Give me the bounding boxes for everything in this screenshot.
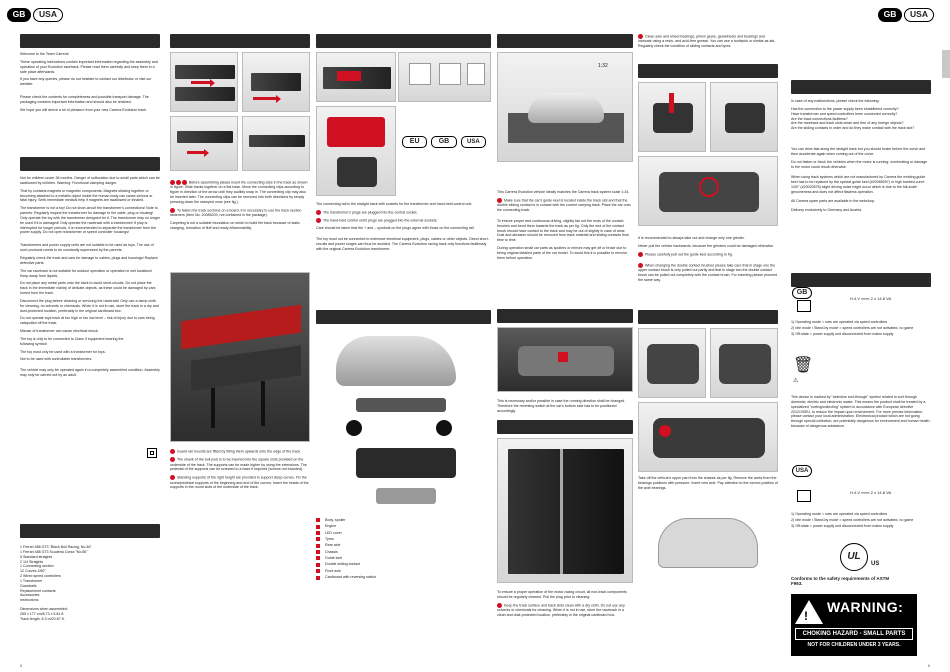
warning-text: That by contains magnets or magnetic components. Magnets sticking together or becoming attached to a metallic object inside the human body can cause serious or fatal injury. Seek immediate medical help if magnets are swallowed or inhaled.	[20, 188, 153, 203]
intro-line: If you have any queries, please do not hesitate to contact our distributor or visit our website:	[20, 77, 152, 87]
weee-text: This device is marked by "selective sort-through" symbol related to sort through domestic, electric and electronic waste. This means the product shall be treated by a specialized "sorting/collecting" system in accordance with European directive 2012/19/EU, to reduce the impact upon environment. For more precise information, please contact your local administration. Electronical product which are not going through special collection, are potentially dangerous for environment and human health, because of dangerous substance.	[791, 395, 931, 429]
page-number: 6	[927, 662, 930, 668]
modes-usa	[791, 512, 931, 542]
list-item: Accessories	[20, 593, 40, 598]
cleaning-text: To ensure a proper operation of the motor-racing circuit, all non-track components should be regularly cleaned. Pull the plug prior to cleaning.	[497, 590, 627, 599]
section-bar	[20, 157, 160, 171]
warning-title: WARNING:	[827, 599, 904, 615]
warning-text: The transformer is not a toy! Do not short-circuit the transformer's connections! Note to parents: Regularly inspect the transformer for damage to the cable, plug or housing! Only operate the toy with the transformer designed for it. The transformer may no longer be used if it is damaged! Only operate the racetrack with a transformer! If play is interrupted for longer periods, it is recommended to separate the transformer from the power supply. Do not open transformer or speed controller housings!	[20, 206, 160, 235]
support-text: The shank of the bull post is to be inserted into the square slots provided on the underside of the track. The supports can be made higher by using the extensions. The pedestal of the supports can be screwed to a base if required (screws not included).	[170, 457, 307, 472]
axle-photo-2	[710, 328, 778, 398]
bullet-text: The car racetrack is not suitable for outdoor operation or operation in wet locations! Keep away from liquids.	[20, 268, 153, 278]
ul-logo: UL	[840, 543, 868, 571]
clip-photo	[242, 52, 310, 112]
socket-photo	[398, 52, 491, 102]
car-underside-photo	[497, 327, 633, 392]
mode-text: 1) Operating mode = cars are operated via speed controllers	[791, 320, 888, 324]
legend-item: Guide keel	[325, 556, 343, 561]
bullet-text: Please carefully pull out the guide keel according to fig.	[645, 252, 733, 257]
equipment-warning: The toy must not be connected to extensive electrical equipment, plugs, cables or other objects. Direct short-circuits and power surges can thus be avoided. The Carrera Evolution racing track only functions faultlessly with the original Carrera Evolution transformer.	[316, 237, 489, 251]
bullet-text: It is recommended to always take out and change only one grinder.	[638, 236, 745, 240]
axle-text	[638, 476, 778, 506]
exploded-car-diagram	[316, 328, 491, 513]
safety-section	[20, 176, 160, 516]
supports-text	[170, 449, 310, 569]
guide-keel-text: Make sure that the car's guide keel is located inside the track slot and that the double sliding contact is in contact with the current carrying track. Place the car onto the connecting track.	[497, 198, 631, 212]
eu-label: EU	[402, 136, 427, 148]
warning-text: Transformers and power supply units are not suitable to be used as toys. The use of such products needs to be constantly supervised by the parents.	[20, 243, 154, 253]
list-item: 1 Transformer	[20, 578, 43, 583]
usa-badge-right: USA	[904, 8, 934, 22]
reversing-switch-text: This is necessary and/or possible in case the running direction shall be changed. Therefore the reversing switch at the car's bottom side has to be positioned accordingly.	[497, 399, 626, 413]
check-text: Please check the contents for completeness and possible transport damage. The packaging contains important information and should also be retained.	[20, 95, 149, 104]
list-item: Guardrails	[20, 583, 37, 588]
list-item: 1 Ferrari 488 GT3 Scuderia Corsa "No.66"	[20, 549, 88, 554]
section-bar	[497, 420, 633, 434]
scale-text: This Carrera Evolution vehicle ideally matches the Carrera track system scale 1:24.	[497, 190, 630, 194]
transformer-plug-text: The transformer's plugs are plugged into the central socket.	[322, 210, 418, 215]
section-bar	[170, 34, 310, 48]
check-item: Has the connection to the power supply been established correctly?	[791, 106, 899, 111]
car-placement-text	[497, 190, 633, 300]
intro-section	[20, 52, 160, 152]
delivery-text: Delivery exclusively to Germany and Austria.	[791, 207, 863, 212]
guardrail-text: Guard rail mounts are fitted by tilting them upwards onto the edge of the track.	[177, 449, 302, 454]
legend-item: Front axle	[325, 568, 341, 573]
mode-text: 3) Off-state = power supply unit disconnected from mains supply	[791, 331, 894, 336]
section-bar	[316, 310, 491, 324]
bullet-text: Do not operate toys track at too high or too low level – risk of injury due to cars being catapulted off the track.	[20, 316, 155, 326]
vehicle-text: The vehicle may only be operated again in a completely assembled condition. Assembly may only be carried out by an adult.	[20, 368, 160, 378]
spare-parts-text: All Carrera spare parts are available in the webshop:	[791, 198, 875, 203]
class-ii-symbol	[797, 300, 811, 312]
region-labels	[402, 136, 486, 148]
power-rating: H.4.V ═══ 2 x 14.8 VA	[850, 490, 892, 495]
intro-line: These operating instructions contain important information regarding the assembly and operation of your Evolution racetrack. Please read them carefully and keep them in a safe place afterwards.	[20, 59, 158, 74]
gb-label: GB	[792, 287, 812, 299]
legend-item: Double sliding contact	[325, 562, 361, 567]
section-bar	[638, 310, 778, 324]
choking-hazard-text: CHOKING HAZARD - SMALL PARTS	[795, 628, 913, 640]
brush-text: To ensure proper and continuous driving, slightly fan out the ends of the contact brushes and bend them towards the track as per fig. Only the end of the contact brush should have contact to the track and may be out of slightly in case of wear. Dust and abrasion should be removed from track material and sliding contacts from time to time.	[497, 218, 630, 243]
contact-brush-photo	[638, 156, 778, 226]
lubrication-text: Clean axle and wheel bearings, pinion gears, gearwheels and bearings and lubricate using a resin- and acid-free grease. You can use a toothpick or similar as aid. Regularly check the condition of sliding contacts and tyres.	[638, 34, 776, 49]
list-item: 12 Curves 1/60°	[20, 569, 46, 574]
assembly-instructions: Before assembling please insert the connecting clips in the track as shown in figure. Slide tracks together on a flat base. Move the connecting clips according to figure in direction of the arrow until they audibly snap in. The connecting clip may also be inserted later. The connecting clips can be removed into both directions by simply pressing down the stamped nose (see fig.).	[170, 180, 308, 204]
troubleshooting-intro: In case of any malfunctions, please check the following:	[791, 99, 880, 103]
section-bar	[20, 524, 160, 538]
bullet-text: Misuse of transformer can cause electrical shock.	[20, 329, 99, 334]
hazard-icon: ⚠	[793, 378, 799, 384]
legend-item: Rear axle	[325, 543, 341, 548]
gb-badge: GB	[7, 8, 31, 22]
check-item: Are the racetrack and track slots clean and free of any foreign objects?	[791, 121, 904, 126]
class-ii-symbol	[797, 490, 811, 502]
bullet-text: Never pull the vehicle backwards, because the grinders could be damaged otherwise.	[638, 243, 775, 248]
track-care-photo	[497, 438, 633, 583]
connecting-rail-text: The connecting rail is the straight track with sockets for the transformer and hand-held control unit.	[316, 202, 473, 206]
list-item: 2 1/4 Straights	[20, 559, 44, 564]
lid-diagram	[638, 508, 778, 580]
check-item: Have transformer and speed controllers been connected correctly?	[791, 111, 898, 116]
fastener-text: To fasten the track sections on a board, it is necessary to use the track section fasteners (Item No. 20085209, not contained in the package).	[170, 208, 302, 217]
section-bar	[497, 309, 633, 323]
ul-us-label: US	[871, 561, 880, 567]
check-item: Are the track connections faultless?	[791, 116, 848, 121]
carpet-text: Carpeting is not a suitable foundation on which to build the track because of static charging, formation of fluff and ready inflammability.	[170, 220, 300, 230]
scale-label: 1:32	[598, 63, 608, 69]
mode-text: 2) Idle mode / Stand-by mode = speed controllers are not activated, no game	[791, 325, 914, 330]
switch-text-block	[497, 399, 633, 419]
bullet-text: Regularly check the track and cars for damage to cables, plugs and housings! Replace defective parts.	[20, 255, 158, 265]
legend-item: LED cover	[325, 530, 342, 535]
polarity-text: Care should be taken that the + and – symbols on the plugs agree with those on the connecting rail.	[316, 226, 475, 231]
age-warning-text: NOT FOR CHILDREN UNDER 3 YEARS.	[807, 642, 901, 648]
astm-text: Conforms to the safety requirements of ASTM F963.	[791, 576, 890, 587]
axle-photo-1	[638, 328, 706, 398]
guardrail-photo	[170, 272, 310, 442]
bullet-text: The toy is only to be connected to Class II equipment bearing the following symbol:	[20, 336, 124, 346]
legend-item: Tyres	[325, 537, 334, 542]
axle-instructions: Take off the vehicle's upper part from the chassis as per fig. Remove the axles from the bearings positions with pressure. Insert new axle. Pay attention to the correct position of the axle bearings.	[638, 476, 778, 490]
driving-tip: Do not fasten or block the vehicles when the motor is running: overheating or damage to the motor could result otherwise.	[791, 159, 928, 169]
storage-text: Keep the track surface and track slots clean with a dry cloth. Do not use any solvents or chemicals for cleaning. When it is not in use, store the racetrack in a clean and dust-protected location, preferably in the original cardboard box.	[497, 603, 625, 617]
assembly-text	[170, 180, 310, 270]
maintenance-text	[638, 34, 778, 62]
curve-support-text: Standing supports of the right height are provided to support steep curves. Fix the screw/pedestal supports of the beginning and end of the curves. Insert the heads of the supports in the round slots of the underside of the track.	[170, 475, 309, 490]
weee-text-block	[791, 395, 931, 455]
mode-text: 1) Operating mode = cars are operated via speed controllers	[791, 512, 888, 516]
list-item: 5 Standard straights	[20, 554, 53, 559]
hope-text: We hope you will derive a lot of pleasure from your new Carrera Evolution track.	[20, 107, 147, 112]
section-bar	[497, 34, 633, 48]
list-item: Replacement contacts	[20, 588, 56, 593]
track-length: Track length: 6.3 m/20.67 ft.	[20, 616, 65, 621]
mode-text: 2) Idle mode / Stand-by mode = speed controllers are not activated, no game	[791, 517, 914, 522]
clip-insert-photo	[170, 116, 238, 171]
car-on-track-photo	[497, 52, 633, 162]
usa-label: USA	[792, 465, 812, 477]
contents-list	[20, 545, 160, 663]
intro-line: Welcome to the Team Carrera!	[20, 52, 69, 56]
bullet-text: Not to be used with controllable transformers.	[20, 357, 93, 362]
driving-tip: You can drive fast along the straight track but you should brake before the curve and then accelerate again when coming out of the curve.	[791, 147, 926, 156]
list-item: Instructions	[20, 598, 39, 603]
section-bar	[20, 34, 160, 48]
section-bar	[638, 64, 778, 78]
usa-label: USA	[461, 136, 486, 148]
choking-hazard-warning: ! WARNING: CHOKING HAZARD - SMALL PARTS NOT FOR CHILDREN UNDER 3 YEARS.	[791, 594, 917, 656]
legend-item: Chassis	[325, 549, 338, 554]
axle-photo-3	[638, 402, 778, 472]
usa-badge: USA	[33, 8, 63, 22]
dimensions-value: 265 x 177 cm/8.73 x 5.81 ft.	[20, 611, 65, 616]
page-number: 5	[20, 662, 23, 668]
parts-legend	[316, 518, 491, 588]
warning-text: Not for children under 36 months. Danger of suffocation due to small parts which can be swallowed by children. Warning. Functional clamping danger.	[20, 176, 160, 185]
list-item: 1 Connecting section	[20, 564, 54, 569]
class-ii-symbol	[147, 448, 157, 458]
transformer-photo	[316, 106, 396, 196]
weee-bin-icon: 🗑	[793, 357, 814, 374]
legend-item: Cardboard with reversing switch	[325, 575, 377, 580]
legend-item: Engine	[325, 524, 337, 529]
parts-text: During operation small car parts as spoilers or mirrors may get off or broke due to being original detailed parts of the car model. To avoid this it is possible to remove them before operation.	[497, 246, 628, 260]
connecting-rail-photo	[316, 52, 396, 102]
track-assembly-photo	[170, 52, 238, 112]
guide-keel-note: When using track systems which are not manufactured by Carrera the existing guide keel has to be replaced by the special guide keel (#20085097) or high banked curve 1/30° (#20020576) slight driving noise might occur which is due to the full-scale genuineness and does not affect flawless operation.	[791, 175, 926, 194]
modes-gb	[791, 320, 931, 350]
care-text	[497, 590, 633, 665]
check-item: Are the sliding contacts in order and do they make contact with the track slot?	[791, 126, 915, 131]
brush-change-instructions: When changing the double contact brushes please take care that in stage one the upper contact brush is only pulled out partly and that in stage two the double contact brush can be pulled out completely with the contact brush. For inserting please proceed the same way.	[638, 263, 778, 282]
bullet-text: Disconnect the plug before cleaning or servicing the racetrack! Only use a damp cloth for cleaning, no solvents or chemicals. When it is not in use, store the track in a dry and dust-protected location, preferably in the original cardboard box.	[20, 298, 159, 313]
mode-text: 3) Off-state = power supply unit disconnected from mains supply	[791, 523, 894, 528]
gb-label: GB	[431, 136, 456, 148]
bullet-text: The toy must only be used with a transformer for toys.	[20, 349, 106, 354]
clip-remove-photo	[242, 116, 310, 171]
dimensions-label: Dimensions when assembled:	[20, 607, 68, 612]
section-bar	[791, 273, 931, 287]
guide-keel-photo-2	[710, 82, 778, 152]
section-bar	[791, 80, 931, 94]
section-bar	[316, 34, 491, 48]
gb-badge-right: GB	[878, 8, 902, 22]
legend-item: Body, spoiler	[325, 518, 346, 522]
connection-text	[316, 202, 491, 322]
guide-keel-photo-1	[638, 82, 706, 152]
controller-plug-text: The hand-held control unit's plugs are plugged into the external sockets.	[322, 218, 438, 223]
edge-tab	[942, 50, 950, 78]
bullet-text: Do not place any metal parts onto the track to avoid short-circuits. Do not place the track in the immediate vicinity of delicate objects, as these could be damaged by cars hurled from the track.	[20, 281, 156, 296]
power-rating: H.4.V ═══ 2 x 14.8 VA	[850, 296, 892, 301]
list-item: 1 Ferrari 488 GT3 "Black Bull Racing, No.46"	[20, 545, 92, 549]
list-item: 2 Wired speed controllers	[20, 574, 61, 579]
